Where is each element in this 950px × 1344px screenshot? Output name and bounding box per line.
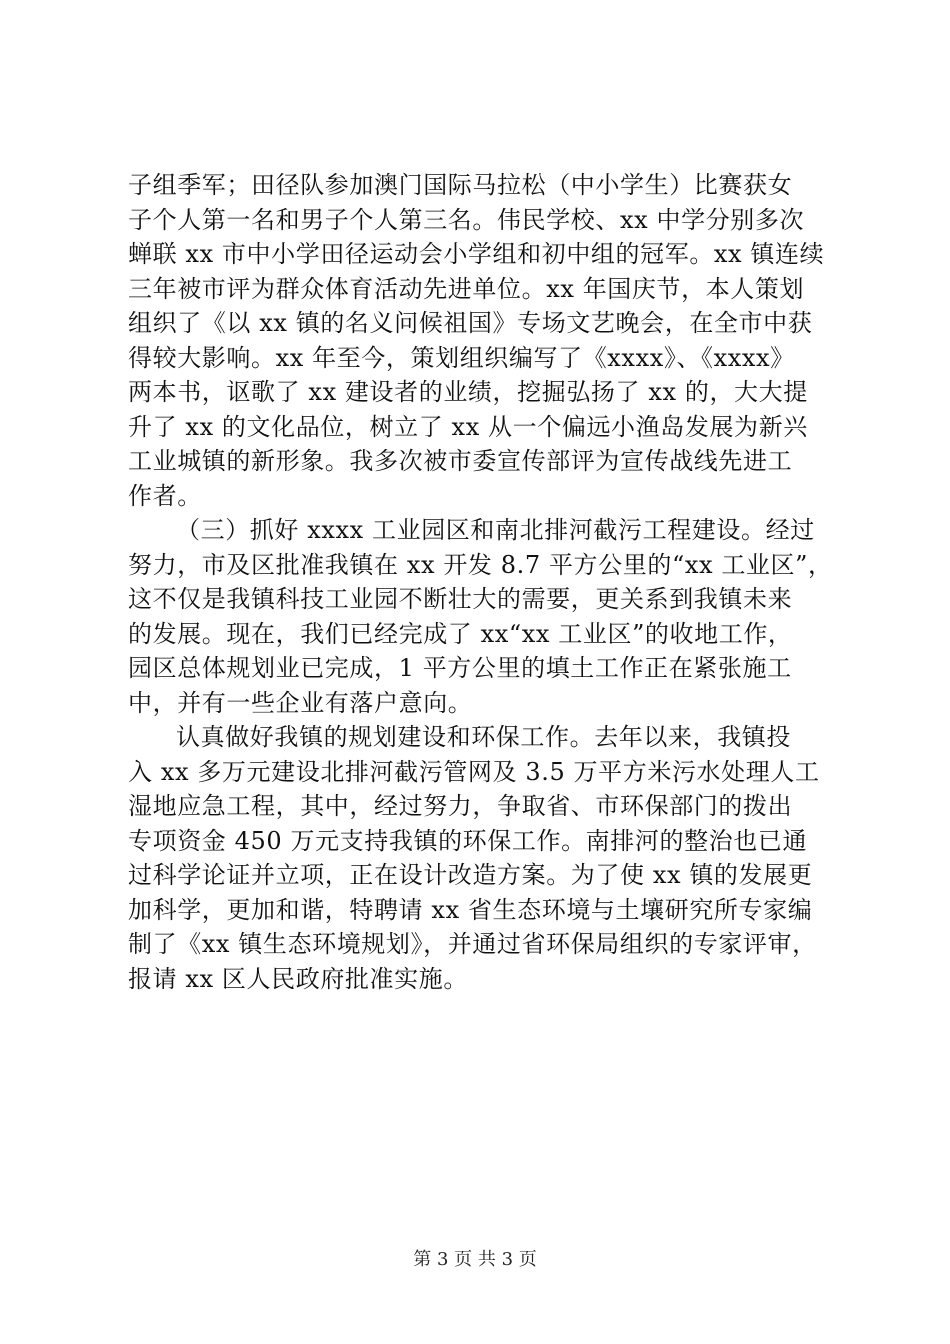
text-line: 湿地应急工程，其中，经过努力，争取省、市环保部门的拨出 — [128, 792, 793, 820]
text-line: 子组季军；田径队参加澳门国际马拉松（中小学生）比赛获女 — [128, 171, 793, 199]
text-line: 加科学，更加和谐，特聘请 xx 省生态环境与土壤研究所专家编 — [128, 895, 813, 924]
text-line: 努力，市及区批准我镇在 xx 开发 8.7 平方公里的“xx 工业区”， — [128, 550, 833, 579]
text-line: 蝉联 xx 市中小学田径运动会小学组和初中组的冠军。xx 镇连续 — [128, 240, 825, 268]
text-line: 认真做好我镇的规划建设和环保工作。去年以来，我镇投 — [176, 723, 791, 751]
text-line: 子个人第一名和男子个人第三名。伟民学校、xx 中学分别多次 — [128, 205, 805, 234]
text-line: 园区总体规划业已完成，1 平方公里的填土工作正在紧张施工 — [128, 654, 792, 682]
text-line: （三）抓好 xxxx 工业园区和南北排河截污工程建设。经过 — [176, 516, 815, 544]
page-footer: 第 3 页 共 3 页 — [413, 1249, 537, 1270]
text-line: 工业城镇的新形象。我多次被市委宣传部评为宣传战线先进工 — [128, 447, 793, 475]
text-line: 两本书，讴歌了 xx 建设者的业绩，挖掘弘扬了 xx 的，大大提 — [128, 378, 808, 406]
text-line: 这不仅是我镇科技工业园不断壮大的需要，更关系到我镇未来 — [128, 585, 793, 613]
text-line: 专项资金 450 万元支持我镇的环保工作。南排河的整治也已通 — [128, 826, 808, 855]
text-line: 报请 xx 区人民政府批准实施。 — [128, 964, 468, 993]
text-line: 作者。 — [128, 481, 202, 510]
text-line: 的发展。现在，我们已经完成了 xx“xx 工业区”的收地工作， — [128, 619, 793, 648]
text-line: 组织了《以 xx 镇的名义问候祖国》专场文艺晚会，在全市中获 — [128, 309, 813, 337]
body-text — [128, 168, 840, 996]
text-line: 得较大影响。xx 年至今，策划组织编写了《xxxx》、《xxxx》 — [128, 343, 795, 372]
text-line: 过科学论证并立项，正在设计改造方案。为了使 xx 镇的发展更 — [128, 861, 813, 889]
text-line: 入 xx 多万元建设北排河截污管网及 3.5 万平方米污水处理人工 — [128, 757, 820, 786]
text-line: 升了 xx 的文化品位，树立了 xx 从一个偏远小渔岛发展为新兴 — [128, 412, 808, 441]
text-line: 三年被市评为群众体育活动先进单位。xx 年国庆节，本人策划 — [128, 274, 805, 303]
text-line: 制了《xx 镇生态环境规划》，并通过省环保局组织的专家评审， — [128, 930, 817, 958]
text-line: 中，并有一些企业有落户意向。 — [128, 688, 473, 717]
